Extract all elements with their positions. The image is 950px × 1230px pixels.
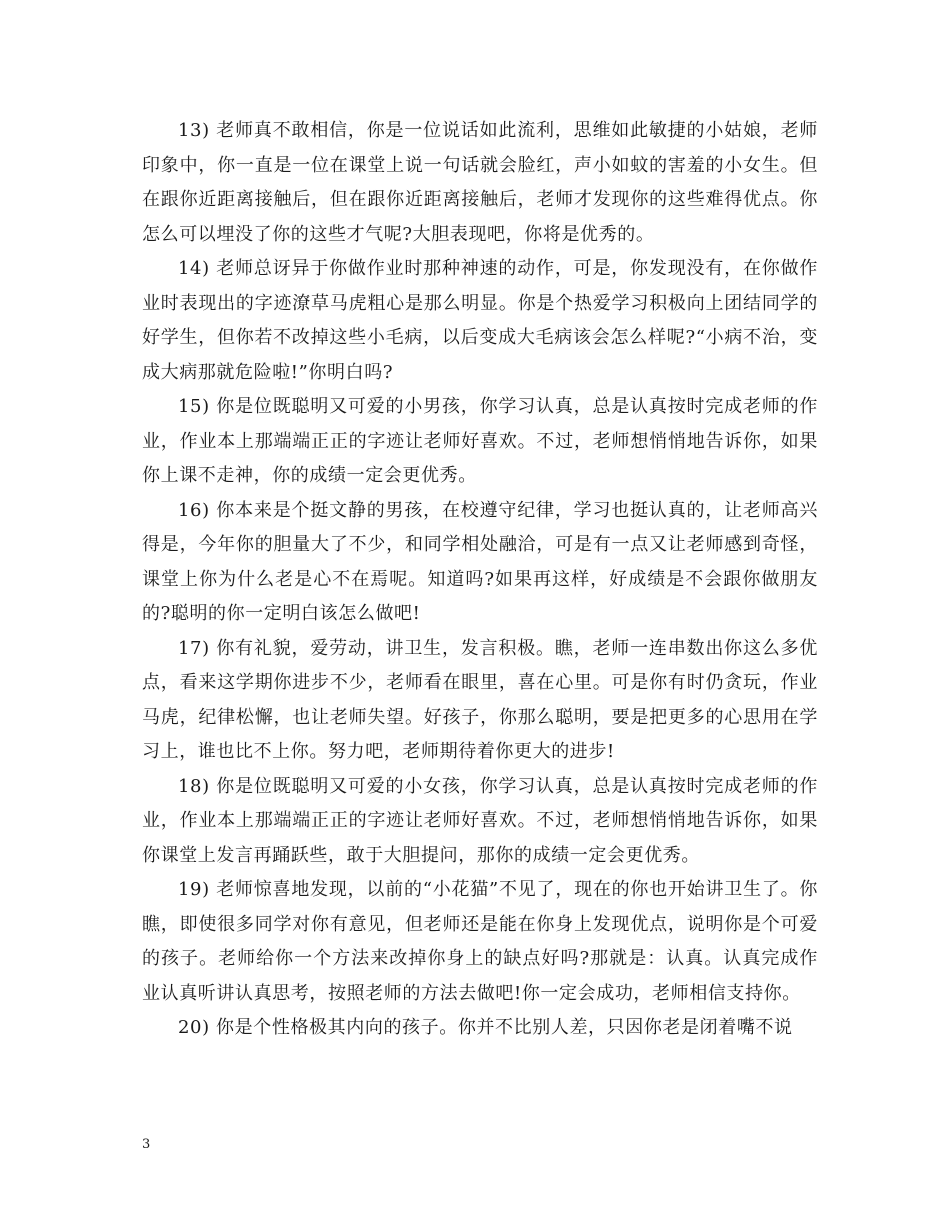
paragraph-14: 14) 老师总讶异于你做作业时那种神速的动作，可是，你发现没有，在你做作业时表现出的字迹潦草马虎粗心是那么明显。你是个热爱学习积极向上团结同学的好学生，但你若不改掉这些小毛病，以后变成大毛病该会怎么样呢?“小病不治，变成大病那就危险啦!”你明白吗? (142, 258, 818, 383)
paragraph-16: 16) 你本来是个挺文静的男孩，在校遵守纪律，学习也挺认真的，让老师高兴得是，今年你的胆量大了不少，和同学相处融洽，可是有一点又让老师感到奇怪，课堂上你为什么老是心不在焉呢。知道吗?如果再这样，好成绩是不会跟你做朋友的?聪明的你一定明白该怎么做吧! (142, 499, 818, 624)
paragraph-20: 20) 你是个性格极其内向的孩子。你并不比别人差，只因你老是闭着嘴不说 (178, 1017, 793, 1038)
paragraph-17: 17) 你有礼貌，爱劳动，讲卫生，发言积极。瞧，老师一连串数出你这么多优点，看来这学期你进步不少，老师看在眼里，喜在心里。可是你有时仍贪玩，作业马虎，纪律松懈，也让老师失望。好孩子，你那么聪明，要是把更多的心思用在学习上，谁也比不上你。努力吧，老师期待着你更大的进步! (142, 637, 818, 762)
paragraph-19: 19) 老师惊喜地发现，以前的“小花猫”不见了，现在的你也开始讲卫生了。你瞧，即使很多同学对你有意见，但老师还是能在你身上发现优点，说明你是个可爱的孩子。老师给你一个方法来改掉你身上的缺点好吗?那就是：认真。认真完成作业认真听讲认真思考，按照老师的方法去做吧!你一定会成功，老师相信支持你。 (142, 879, 818, 1004)
paragraph-13: 13) 老师真不敢相信，你是一位说话如此流利，思维如此敏捷的小姑娘，老师印象中，你一直是一位在课堂上说一句话就会脸红，声小如蚊的害羞的小女生。但在跟你近距离接触后，但在跟你近距离接触后，老师才发现你的这些难得优点。你怎么可以埋没了你的这些才气呢?大胆表现吧，你将是优秀的。 (142, 120, 818, 245)
page-number: 3 (142, 1137, 151, 1152)
paragraph-15: 15) 你是位既聪明又可爱的小男孩，你学习认真，总是认真按时完成老师的作业，作业本上那端端正正的字迹让老师好喜欢。不过，老师想悄悄地告诉你，如果你上课不走神，你的成绩一定会更优秀。 (142, 396, 818, 486)
paragraph-18: 18) 你是位既聪明又可爱的小女孩，你学习认真，总是认真按时完成老师的作业，作业本上那端端正正的字迹让老师好喜欢。不过，老师想悄悄地告诉你，如果你课堂上发言再踊跃些，敢于大胆提问，那你的成绩一定会更优秀。 (142, 775, 818, 866)
document-body (142, 114, 818, 1046)
